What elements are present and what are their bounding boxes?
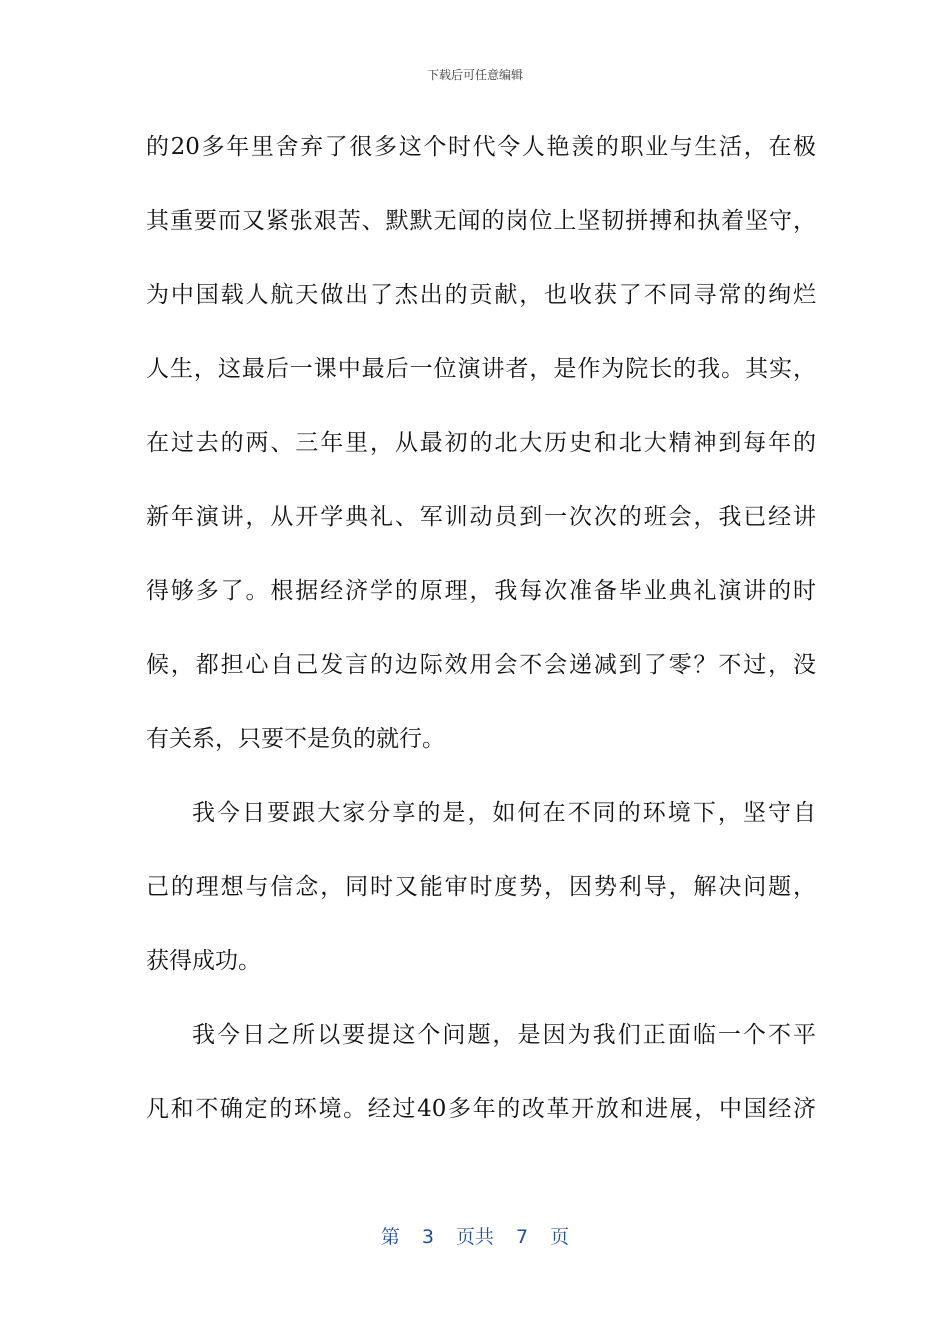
current-page-number: 3 — [421, 1226, 434, 1248]
total-pages-number: 7 — [516, 1226, 529, 1248]
page-footer — [0, 1222, 950, 1252]
text-line: 新年演讲，从开学典礼、军训动员到一次次的班会，我已经讲 — [146, 504, 816, 530]
text-line: 的20多年里舍弃了很多这个时代令人艳羡的职业与生活，在极 — [146, 134, 816, 160]
text-line: 为中国载人航天做出了杰出的贡献，也收获了不同寻常的绚烂 — [146, 282, 816, 308]
text-line: 我今日之所以要提这个问题，是因为我们正面临一个不平 — [192, 1022, 816, 1048]
page-header: 下载后可任意编辑 — [426, 68, 523, 82]
text-line: 己的理想与信念，同时又能审时度势，因势利导，解决问题， — [146, 874, 816, 900]
text-line: 我今日要跟大家分享的是，如何在不同的环境下，坚守自 — [192, 800, 816, 826]
footer-middle: 页共 — [455, 1226, 494, 1248]
text-line: 得够多了。根据经济学的原理，我每次准备毕业典礼演讲的时 — [146, 578, 816, 604]
text-line: 有关系，只要不是负的就行。 — [146, 726, 445, 752]
footer-suffix: 页 — [550, 1226, 570, 1248]
document-body — [146, 120, 816, 1156]
text-line: 其重要而又紧张艰苦、默默无闻的岗位上坚韧拼搏和执着坚守， — [146, 208, 816, 234]
text-line: 凡和不确定的环境。经过40多年的改革开放和进展，中国经济 — [146, 1096, 816, 1122]
text-line: 候，都担心自己发言的边际效用会不会递减到了零？不过，没 — [146, 652, 816, 678]
text-line: 在过去的两、三年里，从最初的北大历史和北大精神到每年的 — [146, 430, 816, 456]
text-line: 人生，这最后一课中最后一位演讲者，是作为院长的我。其实， — [146, 356, 816, 382]
text-line: 获得成功。 — [146, 948, 261, 974]
footer-prefix: 第 — [380, 1226, 400, 1248]
